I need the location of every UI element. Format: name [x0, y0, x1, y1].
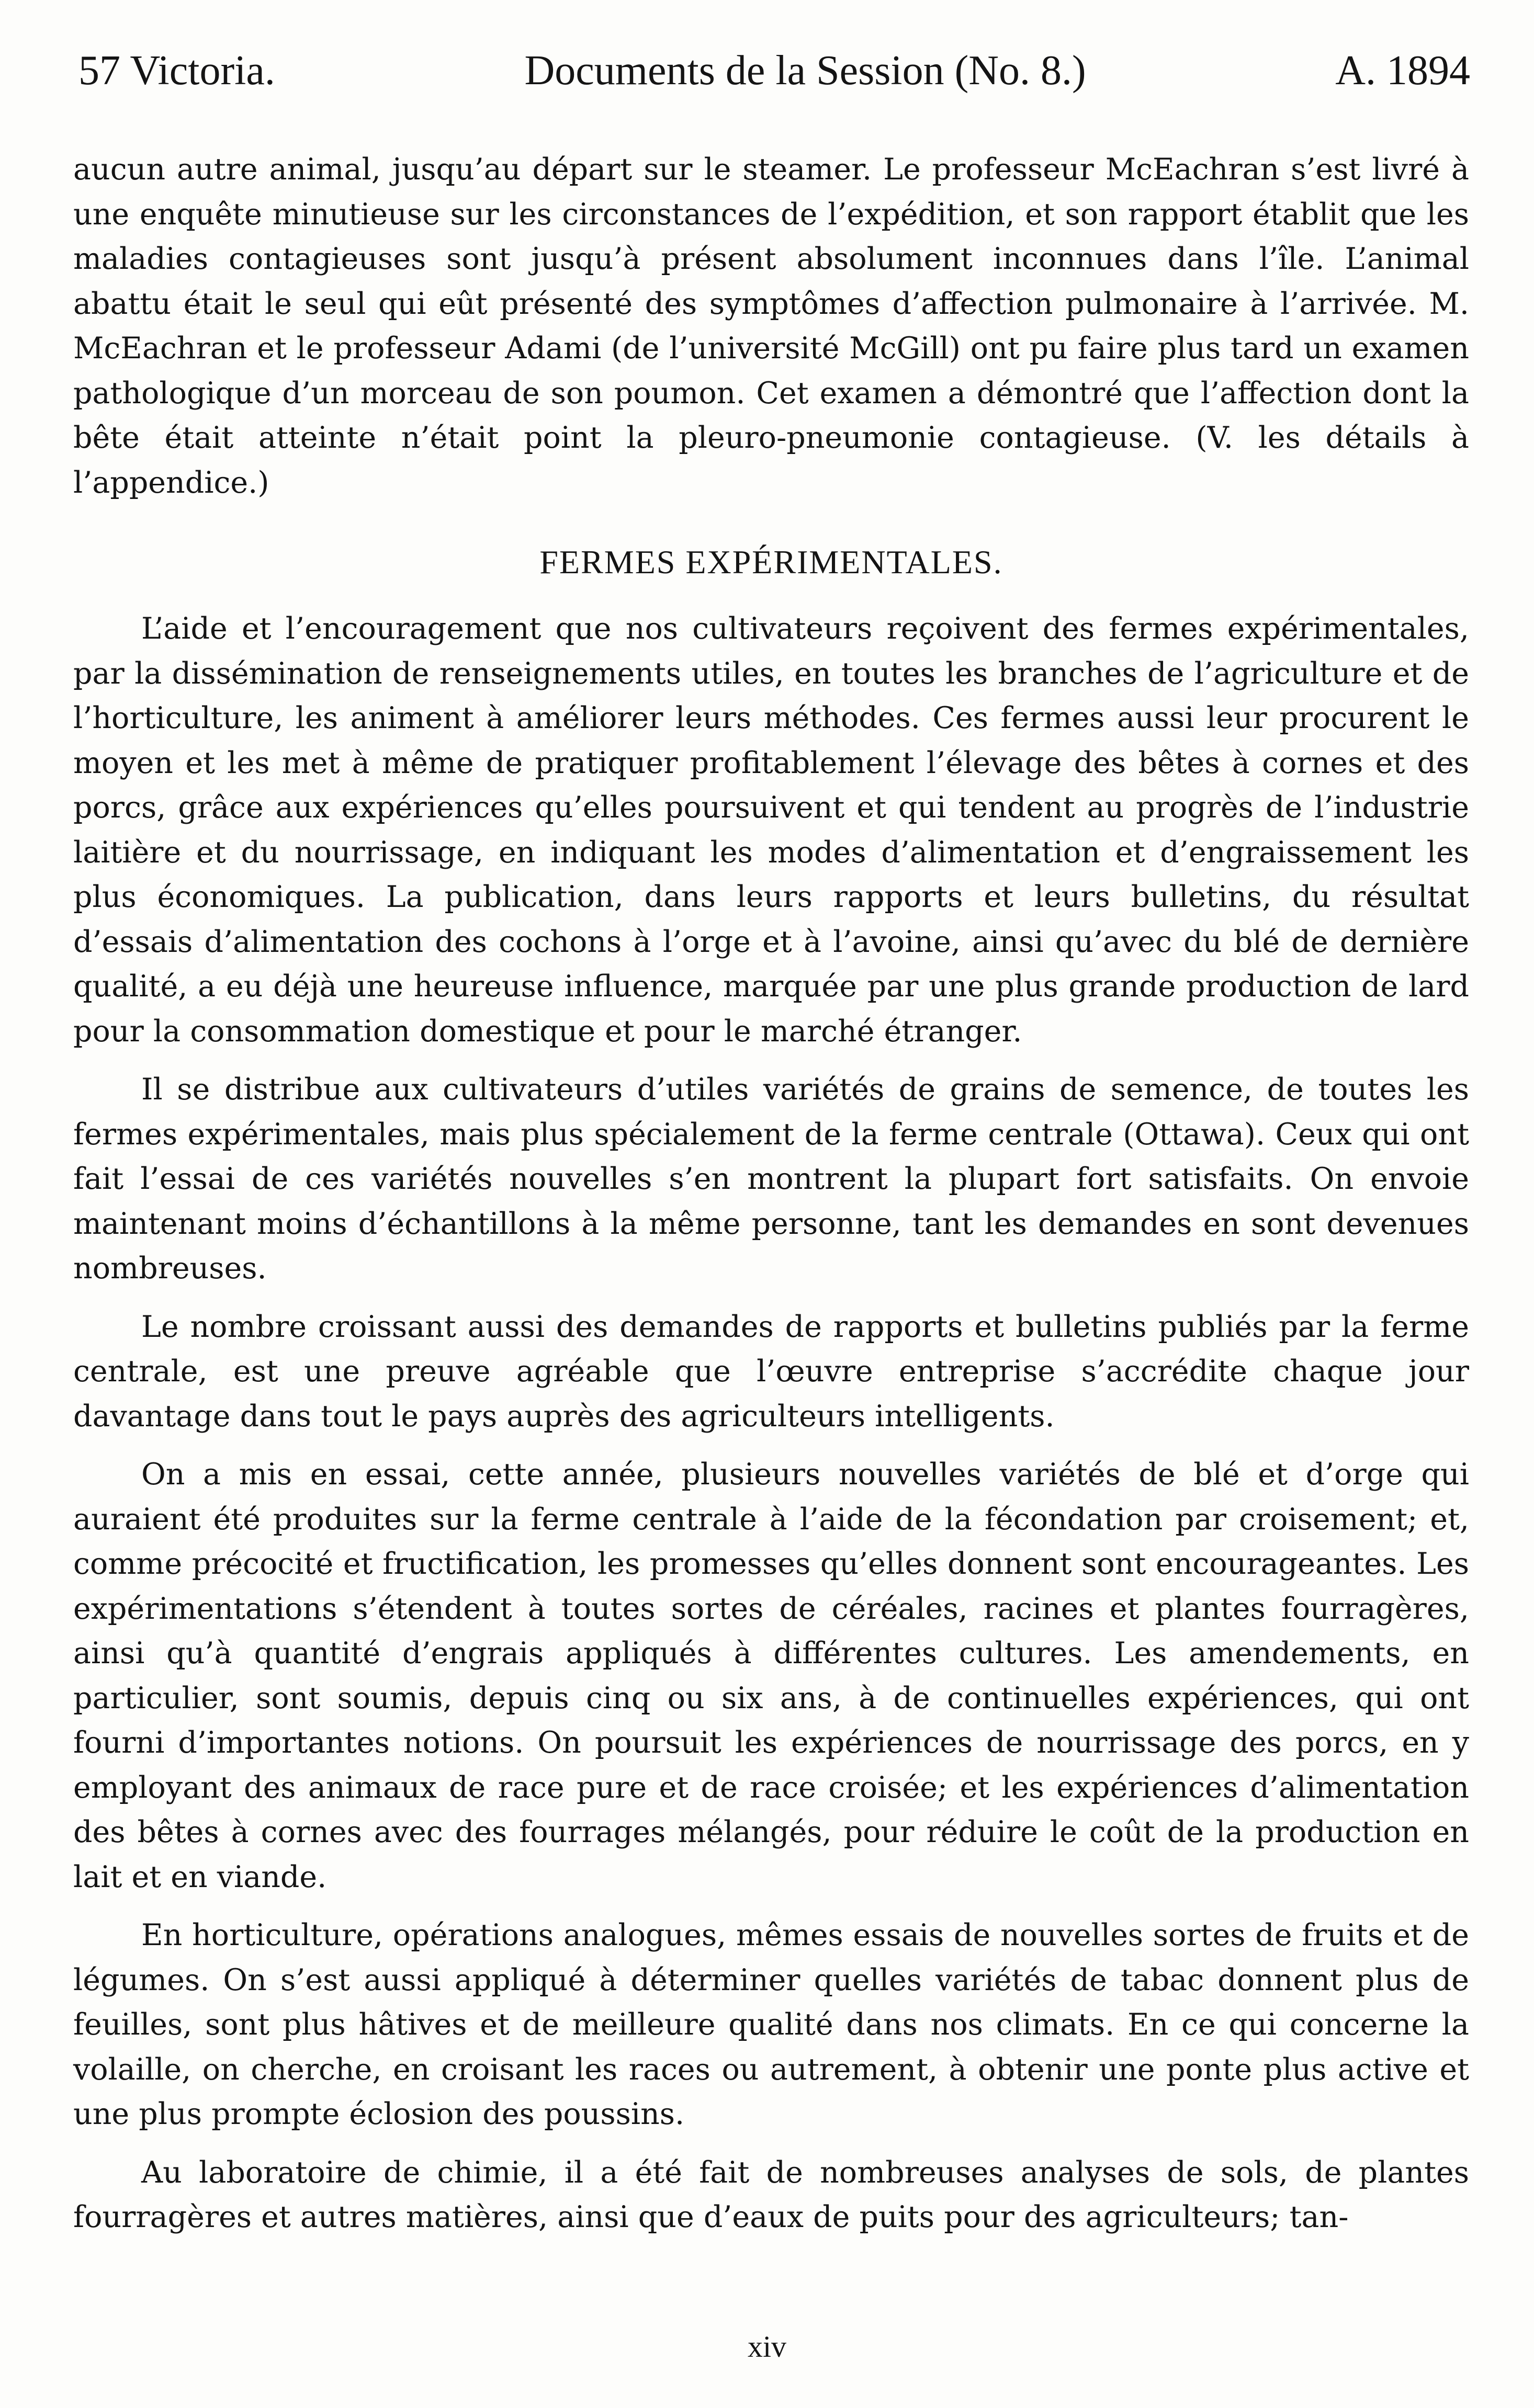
body-text [73, 147, 1469, 2240]
section-heading: FERMES EXPÉRIMENTALES. [539, 543, 1003, 581]
header-title: Documents de la Session (No. 8.) [524, 48, 1086, 94]
running-header [78, 50, 1470, 112]
header-volume: 57 Victoria. [78, 48, 275, 94]
paragraph-continued: aucun autre animal, jusqu’au départ sur le steamer. Le professeur McEachran s’est livré à une enquête minutieuse sur les circonstances de l’expédition, et son rapport établit que les maladies contagieuses sont jusqu’à présent absolument inconnues dans l’île. L’animal abattu était le seul qui eût présenté des symptômes d’affection pulmonaire à l’arrivée. M. McEachran et le professeur Adami (de l’université McGill) ont pu faire plus tard un examen pathologique d’un morceau de son poumon. Cet examen a démontré que l’affection dont la bête était atteinte n’était point la pleuro-pneumonie contagieuse. (V. les détails à l’appendice.) [73, 152, 1469, 500]
paragraph-chimie: Au laboratoire de chimie, il a été fait de nombreuses analyses de sols, de plantes fourragères et autres matières, ainsi que d’eaux de puits pour des agriculteurs; tan- [73, 2155, 1469, 2234]
header-year: A. 1894 [1335, 48, 1470, 94]
page-number: xiv [747, 2330, 787, 2364]
paragraph-fermes: L’aide et l’encouragement que nos cultivateurs reçoivent des fermes expérimentales, par la dissémination de renseignements utiles, en toutes les branches de l’agriculture et de l’horticulture, les animent à améliorer leurs méthodes. Ces fermes aussi leur procurent le moyen et les met à même de pratiquer profitablement l’élevage des bêtes à cornes et des porcs, grâce aux expériences qu’elles poursuivent et qui tendent au progrès de l’industrie laitière et du nourrissage, en indiquant les modes d’alimentation et d’engraissement les plus économiques. La publication, dans leurs rapports et leurs bulletins, du résultat d’essais d’alimentation des cochons à l’orge et à l’avoine, ainsi qu’avec du blé de dernière qualité, a eu déjà une heureuse influence, marquée par une plus grande production de lard pour la consommation domestique et pour le marché étranger. [73, 611, 1469, 1049]
paragraph-bulletins: Le nombre croissant aussi des demandes de rapports et bulletins publiés par la ferme centrale, est une preuve agréable que l’œuvre entreprise s’accrédite chaque jour davantage dans tout le pays auprès des agriculteurs intelligents. [73, 1309, 1469, 1434]
paragraph-essais: On a mis en essai, cette année, plusieurs nouvelles variétés de blé et d’orge qui auraient été produites sur la ferme centrale à l’aide de la fécondation par croisement; et, comme précocité et fructification, les promesses qu’elles donnent sont encourageantes. Les expérimentations s’étendent à toutes sortes de céréales, racines et plantes fourragères, ainsi qu’à quantité d’engrais appliqués à différentes cultures. Les amendements, en particulier, sont soumis, depuis cinq ou six ans, à de continuelles expériences, qui ont fourni d’importantes notions. On poursuit les expériences de nourrissage des porcs, en y employant des animaux de race pure et de race croisée; et les expériences d’alimentation des bêtes à cornes avec des fourrages mélangés, pour réduire le coût de la production en lait et en viande. [73, 1457, 1469, 1894]
paragraph-horticulture: En horticulture, opérations analogues, mêmes essais de nouvelles sortes de fruits et de légumes. On s’est aussi appliqué à déterminer quelles variétés de tabac donnent plus de feuilles, sont plus hâtives et de meilleure qualité dans nos climats. En ce qui concerne la volaille, on cherche, en croisant les races ou autrement, à obtenir une ponte plus active et une plus prompte éclosion des poussins. [73, 1918, 1469, 2131]
paragraph-semence: Il se distribue aux cultivateurs d’utiles variétés de grains de semence, de toutes les fermes expérimentales, mais plus spécialement de la ferme centrale (Ottawa). Ceux qui ont fait l’essai de ces variétés nouvelles s’en montrent la plupart fort satisfaits. On envoie maintenant moins d’échantillons à la même personne, tant les demandes en sont devenues nombreuses. [73, 1072, 1469, 1286]
